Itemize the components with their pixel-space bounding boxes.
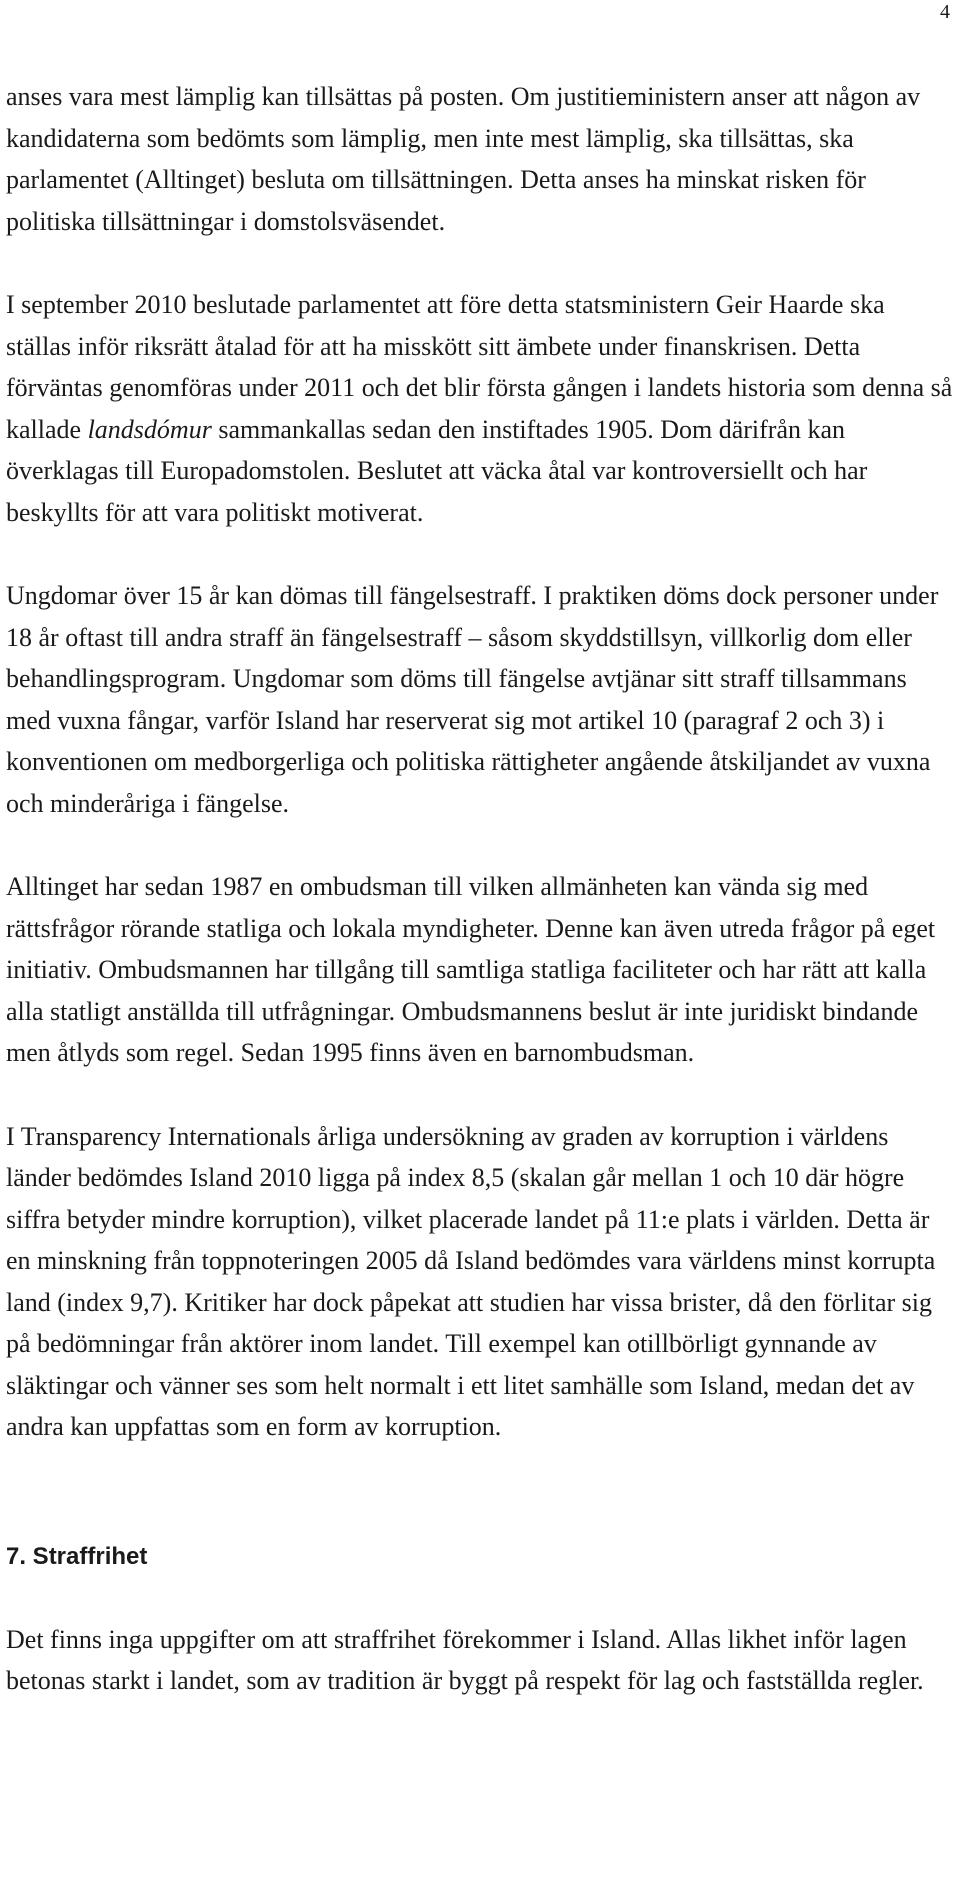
paragraph-impeachment-text-before: I september 2010 beslutade parlamentet att före detta statsministern Geir Haarde ska ställas inför riksrätt åtalad för att ha misskött sitt ämbete under finanskrisen. Detta förväntas genomföras under 2011 och det blir första gången i landets historia som denna så kallade: [6, 290, 953, 444]
document-body: [6, 76, 954, 1702]
paragraph-impeachment: [6, 284, 954, 533]
paragraph-impeachment-text-after: sammankallas sedan den instiftades 1905. Dom därifrån kan överklagas till Europadomstolen. Beslutet att väcka åtal var kontroversiellt och har beskyllts för att vara politiskt motiverat.: [6, 414, 868, 527]
paragraph-corruption-index: I Transparency Internationals årliga undersökning av graden av korruption i världens länder bedömdes Island 2010 ligga på index 8,5 (skalan går mellan 1 och 10 där högre siffra betyder mindre korruption), vilket placerade landet på 11:e plats i världen. Detta är en minskning från toppnoteringen 2005 då Island bedömdes vara världens minst korrupta land (index 9,7). Kritiker har dock påpekat att studien har vissa brister, då den förlitar sig på bedömningar från aktörer inom landet. Till exempel kan otillbörligt gynnande av släktingar och vänner ses som helt normalt i ett litet samhälle som Island, medan det av andra kan uppfattas som en form av korruption.: [6, 1121, 936, 1441]
paragraph-impunity: Det finns inga uppgifter om att straffrihet förekommer i Island. Allas likhet inför lagen betonas starkt i landet, som av tradition är byggt på respekt för lag och fastställda regler.: [6, 1624, 924, 1695]
page-number: 4: [940, 1, 950, 23]
paragraph-ombudsman: Alltinget har sedan 1987 en ombudsman till vilken allmänheten kan vända sig med rättsfrågor rörande statliga och lokala myndigheter. Denne kan även utreda frågor på eget initiativ. Ombudsmannen har tillgång till samtliga statliga faciliteter och har rätt att kalla alla statligt anställda till utfrågningar. Ombudsmannens beslut är inte juridiskt bindande men åtlyds som regel. Sedan 1995 finns även en barnombudsman.: [6, 872, 936, 1067]
section-heading: 7. Straffrihet: [6, 1542, 148, 1570]
paragraph-impeachment-italic-term: landsdómur: [87, 414, 212, 444]
paragraph-youth-sentencing: Ungdomar över 15 år kan dömas till fängelsestraff. I praktiken döms dock personer under 18 år oftast till andra straff än fängelsestraff – såsom skyddstillsyn, villkorlig dom eller behandlingsprogram. Ungdomar som döms till fängelse avtjänar sitt straff tillsammans med vuxna fångar, varför Island har reserverat sig mot artikel 10 (paragraf 2 och 3) i konventionen om medborgerliga och politiska rättigheter angående åtskiljandet av vuxna och minderåriga i fängelse.: [6, 581, 939, 818]
paragraph-judicial-appointments: anses vara mest lämplig kan tillsättas på posten. Om justitieministern anser att någon av kandidaterna som bedömts som lämplig, men inte mest lämplig, ska tillsättas, ska parlamentet (Alltinget) besluta om tillsättningen. Detta anses ha minskat risken för politiska tillsättningar i domstolsväsendet.: [6, 82, 921, 236]
